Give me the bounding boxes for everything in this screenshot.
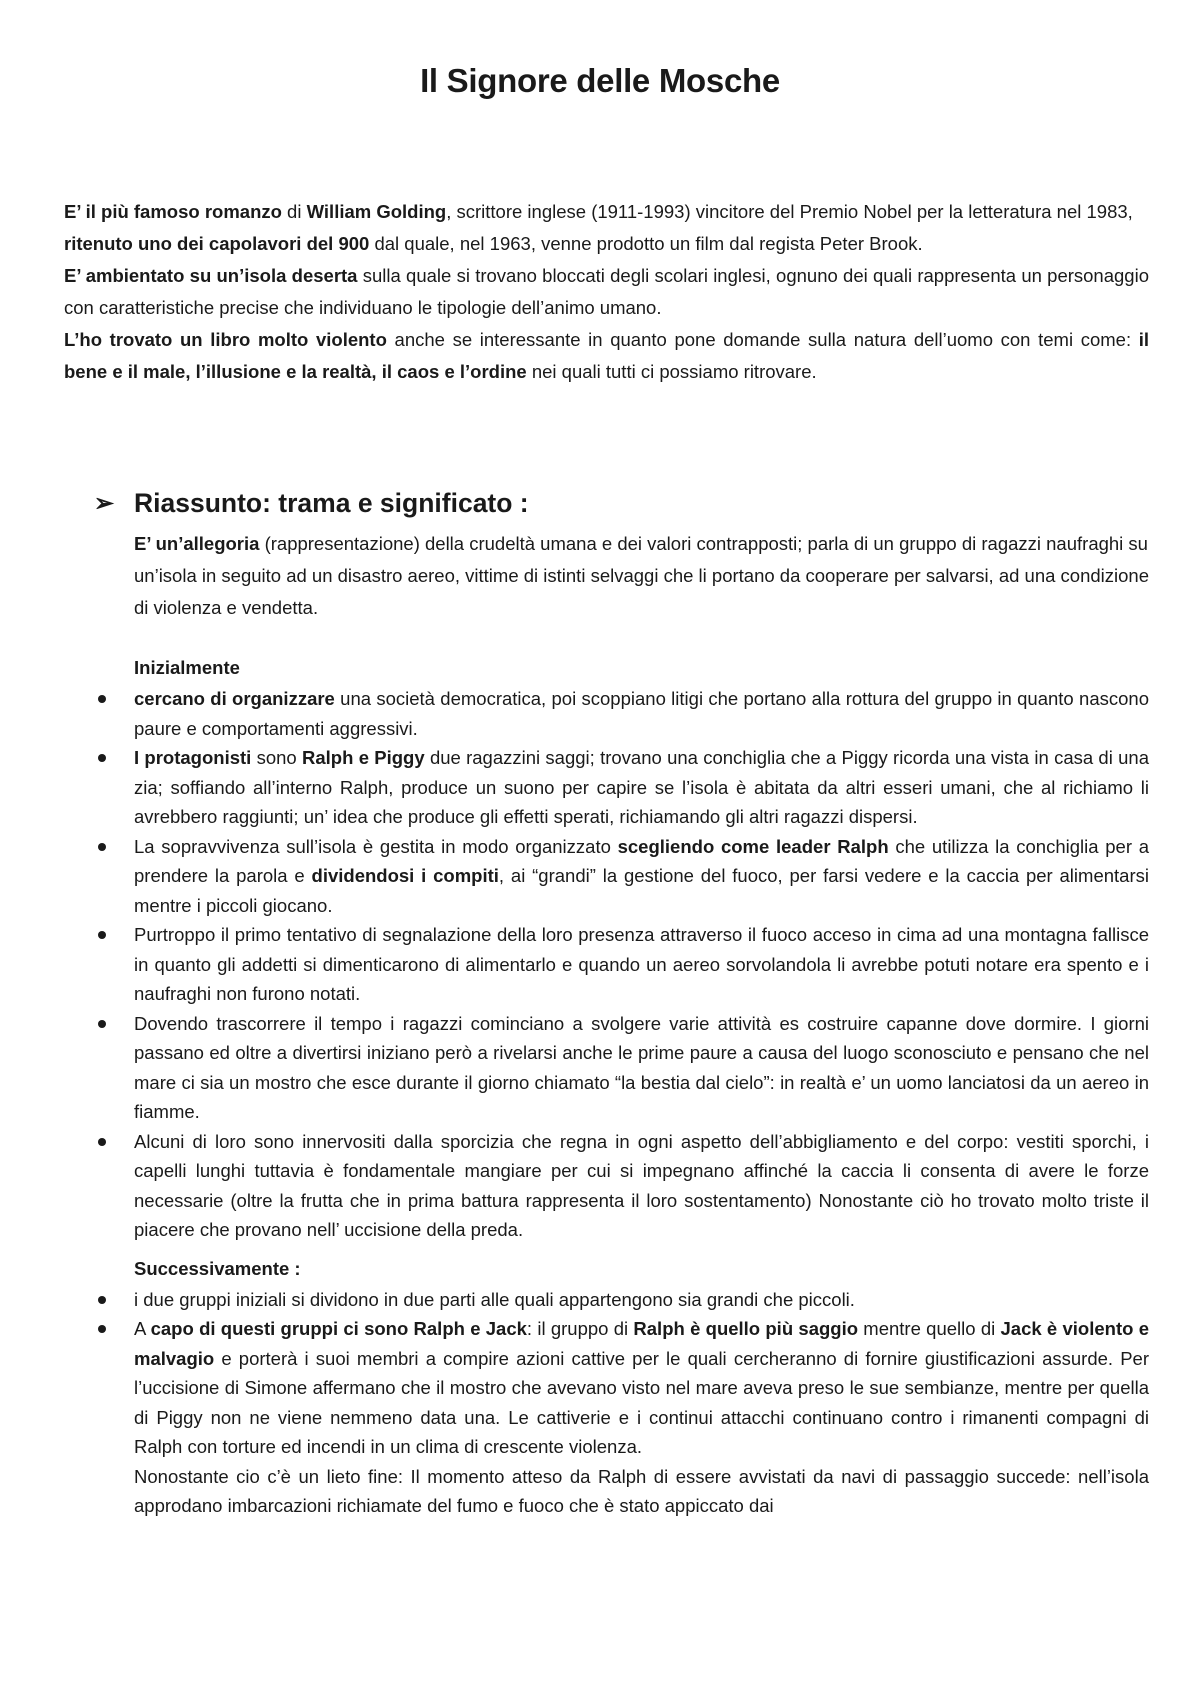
intro-paragraph-1 <box>64 196 1149 260</box>
bullet-item <box>134 832 1149 921</box>
text-run: che utilizza la conchiglia per a prendere la parola e <box>134 835 1150 886</box>
bold-text-run: il bene e il male, l’illusione e la realtà, il caos e l’ordine <box>64 329 1150 382</box>
subheading-successivamente: Successivamente : <box>134 1257 301 1279</box>
bullet-item <box>134 1314 1149 1462</box>
text-run: e porterà i suoi membri a compire azioni cattive per le quali cercheranno di fornire giustificazioni assurde. Per l’uccisione di Simone affermano che il mostro che avevano visto nel mare aveva preso le sue sembianze, mentre per quella di Piggy non ne viene nemmeno data una. Le cattiverie e i continui attacchi continuano contro i rimanenti compagni di Ralph con torture ed incendi in un clima di crescente violenza. <box>134 1347 1149 1457</box>
bullet-item <box>134 1009 1149 1127</box>
text-run: Purtroppo il primo tentativo di segnalazione della loro presenza attraverso il fuoco acceso in cima ad una montagna fallisce in quanto gli addetti si dimenticarono di alimentarlo e quando un aereo sorvolandola li avrebbe potuti notare era spento e i naufraghi non furono notati. <box>134 924 1149 1004</box>
bold-text-run: Ralph e Piggy <box>302 747 425 768</box>
subheading-inizialmente: Inizialmente <box>134 657 240 678</box>
bold-text-run: Jack è violento e malvagio <box>134 1318 1149 1369</box>
text-run: anche se interessante in quanto pone domande sulla natura dell’uomo con temi come: <box>386 329 1139 350</box>
text-run: , scrittore inglese (1911-1993) vincitore del Premio Nobel per la letteratura nel 1983, <box>446 201 1133 222</box>
bold-text-run: Ralph è quello più saggio <box>633 1318 859 1339</box>
bullet-item <box>134 684 1149 743</box>
bold-text-run: L’ho trovato un libro molto violento <box>64 329 387 350</box>
allegoria-paragraph <box>134 528 1149 624</box>
page-title: Il Signore delle Mosche <box>420 62 780 99</box>
bold-text-run: cercano di organizzare <box>134 688 335 709</box>
text-run: sono <box>251 747 303 768</box>
bold-text-run: dividendosi i compiti <box>311 865 499 886</box>
section-body <box>134 528 1149 1521</box>
text-run: sulla quale si trovano bloccati degli scolari inglesi, ognuno dei quali rappresenta un personaggio con caratteristiche precise che individuano le tipologie dell’animo umano. <box>64 265 1149 318</box>
text-run: nei quali tutti ci possiamo ritrovare. <box>526 361 817 382</box>
bullet-list-initial <box>134 684 1149 1245</box>
text-run: A <box>134 1318 151 1339</box>
bullet-item <box>134 743 1149 832</box>
arrow-bullet-icon: ➢ <box>94 490 115 517</box>
text-run: mentre quello di <box>858 1318 1001 1339</box>
text-run: : il gruppo di <box>526 1318 634 1339</box>
intro-paragraph-2 <box>64 260 1149 324</box>
text-run: una società democratica, poi scoppiano litigi che portano alla rottura del gruppo in quanto nascono paure e comportamenti aggressivi. <box>134 688 1149 739</box>
text-run: Nonostante cio c’è un lieto fine: Il momento atteso da Ralph di essere avvistati da navi di passaggio succede: nell’isola approdano imbarcazioni richiamate del fumo e fuoco che è stato appiccato dai <box>134 1465 1149 1516</box>
section-heading <box>94 488 1154 519</box>
intro-section <box>64 196 1149 388</box>
bullet-item <box>134 920 1149 1009</box>
bold-text-run: E’ ambientato su un’isola deserta <box>64 265 358 286</box>
text-run: Dovendo trascorrere il tempo i ragazzi cominciano a svolgere varie attività es costruire capanne dove dormire. I giorni passano ed oltre a divertirsi iniziano però a rivelarsi anche le prime paure a causa del luogo sconosciuto e pensano che nel mare ci sia un mostro che esce durante il giorno chiamato “la bestia dal cielo”: in realtà e’ un uomo lanciatosi da un aereo in fiamme. <box>134 1012 1149 1122</box>
bold-text-run: William Golding <box>306 201 447 222</box>
section-heading-text: Riassunto: trama e significato : <box>134 488 529 518</box>
bold-text-run: E’ il più famoso romanzo <box>64 201 282 222</box>
bold-text-run: E’ un’allegoria <box>134 533 260 554</box>
bullet-item <box>134 1285 1149 1315</box>
text-run: di <box>281 201 307 222</box>
bold-text-run: capo di questi gruppi ci sono Ralph e Jack <box>150 1318 527 1339</box>
bold-text-run: ritenuto uno dei capolavori del 900 <box>64 233 370 254</box>
text-run: dal quale, nel 1963, venne prodotto un film dal regista Peter Brook. <box>369 233 923 254</box>
text-run: La sopravvivenza sull’isola è gestita in modo organizzato <box>134 835 618 857</box>
text-run: , ai “grandi” la gestione del fuoco, per farsi vedere e la caccia per alimentarsi mentre i piccoli giocano. <box>134 865 1149 916</box>
text-run: Alcuni di loro sono innervositi dalla sporcizia che regna in ogni aspetto dell’abbigliamento e del corpo: vestiti sporchi, i capelli lunghi tuttavia è fondamentale mangiare per cui si impegnano affinché la caccia li consenta di avere le forze necessarie (oltre la frutta che in prima battura rappresenta il loro sostentamento) Nonostante ciò ho trovato molto triste il piacere che provano nell’ uccisione della preda. <box>134 1130 1149 1240</box>
text-run: i due gruppi iniziali si dividono in due parti alle quali appartengono sia grandi che piccoli. <box>134 1288 855 1310</box>
text-run: due ragazzini saggi; trovano una conchiglia che a Piggy ricorda una vista in casa di una zia; soffiando all’interno Ralph, produce un suono per capire se l’isola è abitata da altri esseri umani, che al richiamo li avrebbero raggiunti; un’ idea che produce gli effetti sperati, richiamando gli altri ragazzi dispersi. <box>134 747 1149 827</box>
text-run: (rappresentazione) della crudeltà umana e dei valori contrapposti; parla di un gruppo di ragazzi naufraghi su un’isola in seguito ad un disastro aereo, vittime di istinti selvaggi che li portano da cooperare per salvarsi, ad una condizione di violenza e vendetta. <box>134 533 1150 618</box>
intro-paragraph-3 <box>64 324 1149 388</box>
bullet-item <box>134 1127 1149 1245</box>
bold-text-run: scegliendo come leader Ralph <box>617 835 889 857</box>
bullet-list-later <box>134 1285 1149 1462</box>
bold-text-run: I protagonisti <box>134 747 252 768</box>
final-paragraph <box>134 1462 1149 1521</box>
